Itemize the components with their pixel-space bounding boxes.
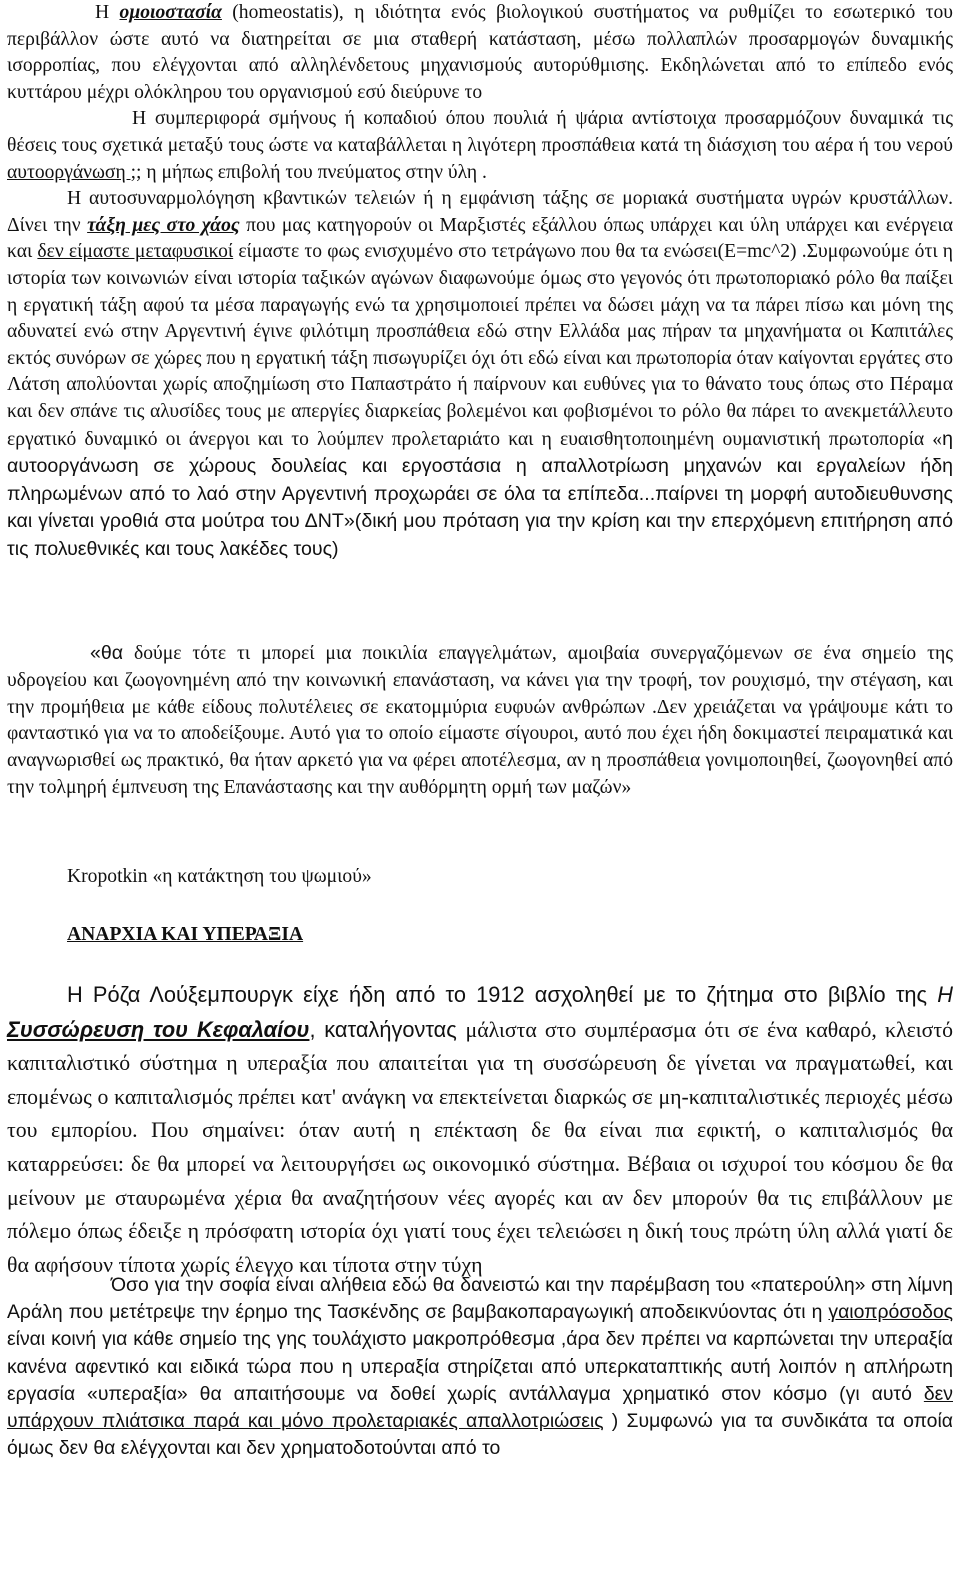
section-heading: ΑΝΑΡΧΙΑ ΚΑΙ ΥΠΕΡΑΞΙΑ — [67, 924, 304, 945]
paragraph-land-rent — [7, 1272, 953, 1462]
text-segment-sans: ) Συμφωνώ για τα συνδικάτα τα οποία όμως δεν θα ελέγχονται και δεν χρηματοδοτούνται από το — [7, 1410, 953, 1460]
paragraph-kropotkin-quote — [7, 640, 953, 802]
text-segment-sans: Η Ρόζα Λούξεμπουργκ είχε ήδη από το 1912 ασχοληθεί με το ζήτημα στο βιβλίο της — [67, 982, 938, 1007]
hyperlink-expropriations[interactable]: δεν υπάρχουν πλιάτσικα παρά και μόνο προλεταριακές απαλλοτριώσεις — [7, 1382, 953, 1433]
hyperlink-not-metaphysical[interactable]: δεν είμαστε μεταφυσικοί — [37, 241, 234, 263]
text-segment: Η αυτοσυναρμολόγηση κβαντικών τελειών ή η εμφάνιση τάξης σε μοριακά συστήματα υγρών κρυστάλλων. Δίνει την — [7, 188, 953, 236]
book-title-article: Η — [937, 982, 953, 1007]
text-segment: είμαστε το φως ενισχυμένο στο τετράγωνο που θα τα ενώσει(E=mc^2) .Συμφωνούμε ότι η ιστορία των κοινωνιών είναι ιστορία ταξικών αγώνων διαφωνούμε όμως στο γεγονός ότι πρωτοποριακό ρόλο θα παίξει η εργατική τάξη αφού τα μέσα παραγωγής ενώ τα χρησιμοποιεί πρέπει να δώσει μάχη να τα πάρει πίσω και μόνη της αδυνατεί ενώ στην Αργεντινή έγινε φιλότιμη προσπάθεια εδώ στην Ελλάδα μας πήραν τα μηχανήματα οι Καπιτάλες εκτός συνόρων σε χώρες που η εργατική τάξη πισωγυρίζει όχι ότι εδώ είναι και πρωτοπορία όταν καίγονται εργάτες στο Λάτση απολύονται χωρίς αποζημίωση στο Παπαστράτο ή παίρνουν και ευθύνες για το θάνατο τους όπως στο Πέραμα και δεν σπάνε τις αλυσίδες τους με απεργίες διαρκείας βολεμένοι και φοβισμένοι το ρόλο θα πάρει το ανεκμετάλλευτο εργατικό δυναμικό οι άνεργοι και το λούμπεν προλεταριάτο και η ευαισθητοποιημένη ουμανιστική πρωτοπορία « — [7, 241, 954, 450]
hyperlink-homeostasis[interactable]: ομοιοστασία — [119, 2, 222, 23]
paragraph-luxemburg — [7, 978, 953, 1282]
text-segment: που μας κατηγορούν οι Μαρξιστές εξάλλου όπως υπάρχει και ύλη υπάρχει και ενέργεια και — [7, 214, 953, 263]
hyperlink-order-in-chaos[interactable]: τάξη μες στο χάος — [87, 214, 240, 236]
text-segment: Η — [95, 2, 120, 23]
text-segment: (homeostatis), η ιδιότητα ενός βιολογικού συστήματος να ρυθμίζει το εσωτερικό του περιβάλλον ώστε αυτό να διατηρείται σε μια σταθερή κατάσταση, μέσω πολλαπλών προσαρμογών δυναμικής ισορροπίας, που ελέγχονται από αλληλένδετους μηχανισμούς αυτορύθμισης. Εκδηλώνεται από το επίπεδο ενός κυττάρου μέχρι ολόκληρου του οργανισμού εσύ διεύρυνε το — [7, 2, 953, 103]
text-segment-sans: είναι κοινή για κάθε σημείο της γης τουλάχιστο μακροπρόθεσμα ,άρα δεν πρέπει να καρπώνεται την υπεραξία κανένα αφεντικό και ειδικά τώρα που η υπεραξία στηρίζεται από υπερκαταπτικής αυτή λοιπόν η απλήρωτη εργασία «υπεραξία» θα απαιτήσουμε να δοθεί χωρίς αντάλλαγμα χρηματικό στον κόσμο (γι αυτό — [7, 1328, 953, 1405]
text-segment-sans: η αυτοοργάνωση σε χώρους δουλείας και εργοστάσια η απαλλοτρίωση μηχανών και εργαλείων ήδη πληρωμένων από το λαό στην Αργεντινή προχωράει σε όλα τα επίπεδα...παίρνει τη μορφή αυτοδιευθυνσης και γίνεται γροθιά στα μούτρα του ΔΝΤ»(δική μου πρόταση για την κρίση και την επερχόμενη επιτήρηση από τις πολυεθνικές και τους λακέδες τους) — [7, 427, 953, 560]
paragraph-homeostasis — [7, 0, 953, 563]
hyperlink-self-organization[interactable]: αυτοοργάνωση ;; — [7, 161, 142, 183]
quote-citation: Kropotkin «η κατάκτηση του ψωμιού» — [67, 866, 372, 887]
text-segment-sans: , καταλήγοντας — [309, 1016, 466, 1042]
book-title-link[interactable]: Συσσώρευση του Κεφαλαίου — [7, 1016, 310, 1042]
text-segment: δούμε τότε τι μπορεί μια ποικιλία επαγγελμάτων, αμοιβαία συνεργαζόμενων σε ένα σημείο της υδρογείου και ζωογονημένη από την κοινωνική επανάσταση, να κάνει για την τροφή, τον ρουχισμό, την στέγαση, και την προμήθεια με κάθε είδους πολυτέλειες σε εκατομμύρια ευφυών ανθρώπων .Δεν χρειάζεται να γράψουμε κάτι το φανταστικό για να το αποδείξουμε. Αυτό για το οποίο είμαστε σίγουροι, αυτό που έχει ήδη δοκιμαστεί πειραματικά και αναγνωρισθεί ως πρακτικό, θα ήταν αρκετό για να φέρει αποτέλεσμα, αν η προσπάθεια γονιμοποιηθεί, ζωογονηθεί από την τολμηρή έμπνευση της Επανάστασης και την αυθόρμητη ορμή των μαζών» — [7, 643, 953, 798]
text-segment: Η συμπεριφορά σμήνους ή κοπαδιού όπου πουλιά ή ψάρια αντίστοιχα προσαρμόζουν δυναμικά τις θέσεις τους σχετικά μεταξύ τους ώστε να καταβάλλεται η λιγότερη προσπάθεια κατά τη διάσχιση του αέρα ή του νερού — [7, 108, 953, 156]
text-segment: μάλιστα στο συμπέρασμα ότι σε ένα καθαρό, κλειστό καπιταλιστικό σύστημα η υπεραξία που απαιτείται για τη συσσώρευση δε γίνεται να πραγματωθεί, και επομένως ο καπιταλισμός πρέπει κατ' ανάγκη να επεκτείνεται διαρκώς σε μη-καπιταλιστικές περιοχές μέσω του εμπορίου. Που σημαίνει: όταν αυτή η επέκταση δε θα είναι πια εφικτή, ο καπιταλισμός θα καταρρεύσει: δε θα μπορεί να λειτουργήσει ως οικονομικό σύστημα. Βέβαια οι ισχυροί του κόσμου δε θα μείνουν με σταυρωμένα χέρια θα αναζητήσουν νέες αγορές και αν δεν μπορούν θα τις επιβάλλουν με πόλεμο όπως έδειξε η πρόσφατη ιστορία όχι γιατί τους έχει τελειώσει η δική τους πρώτη ύλη αλλά γιατί δε θα αφήσουν τίποτα χωρίς έλεγχο και τίποτα στην τύχη — [7, 1017, 953, 1277]
hyperlink-land-rent[interactable]: γαιοπρόσοδος — [828, 1301, 953, 1324]
text-segment-sans: «θα — [90, 642, 124, 664]
text-segment-sans: Όσο για την σοφία είναι αλήθεια εδώ θα δανειστώ και την παρέμβαση του «πατερούλη» στη λίμνη Αράλη που μετέτρεψε την έρημο της Τασκένδης σε βαμβακοπαραγωγική αποδεικνύοντας ότι η — [7, 1274, 953, 1324]
text-segment: η μήπως επιβολή του πνεύματος στην ύλη . — [141, 161, 487, 183]
